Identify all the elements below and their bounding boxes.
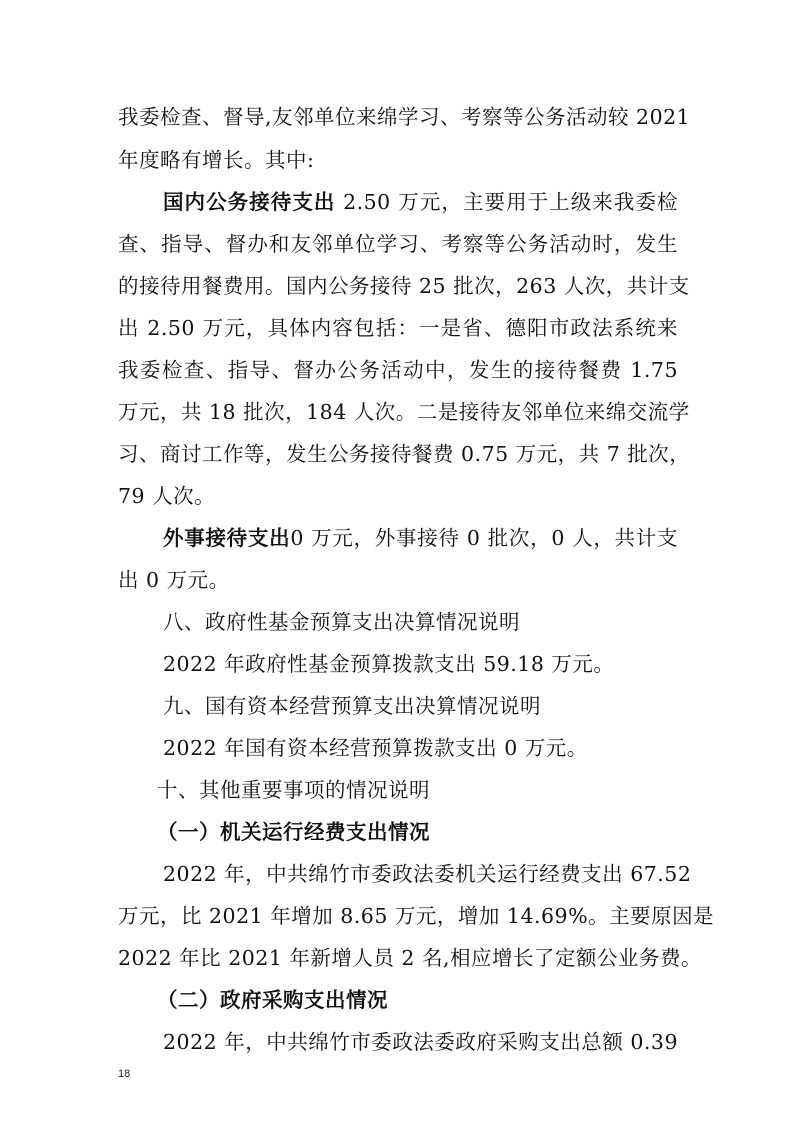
paragraph-line: 查、指导、督办和友邻单位学习、考察等公务活动时，发生 <box>118 232 678 256</box>
page-number: 18 <box>118 1068 131 1080</box>
heading-section-10: 十、其他重要事项的情况说明 <box>157 778 430 802</box>
paragraph-line: 我委检查、指导、督办公务活动中，发生的接待餐费 1.75 <box>118 358 678 382</box>
paragraph-line: 出 2.50 万元，具体内容包括：一是省、德阳市政法系统来 <box>118 316 678 340</box>
bold-label-foreign-reception: 外事接待支出 <box>163 526 291 550</box>
paragraph-line: 79 人次。 <box>118 484 216 508</box>
paragraph-line: 我委检查、督导,友邻单位来绵学习、考察等公务活动较 2021 <box>118 105 691 129</box>
paragraph-line: 出 0 万元。 <box>118 568 230 592</box>
paragraph-text: 0 万元，外事接待 0 批次，0 人，共计支 <box>290 526 678 550</box>
paragraph-line-domestic-reception <box>163 188 678 216</box>
paragraph-line: 2022 年国有资本经营预算拨款支出 0 万元。 <box>163 736 588 760</box>
bold-label-domestic-reception: 国内公务接待支出 <box>163 190 336 214</box>
paragraph-line: 的接待用餐费用。国内公务接待 25 批次，263 人次，共计支 <box>118 274 690 298</box>
paragraph-line: 2022 年，中共绵竹市委政法委政府采购支出总额 0.39 <box>163 1030 678 1054</box>
paragraph-line: 2022 年比 2021 年新增人员 2 名,相应增长了定额公业务费。 <box>118 946 702 970</box>
paragraph-line: 2022 年，中共绵竹市委政法委机关运行经费支出 67.52 <box>163 862 692 886</box>
paragraph-line: 2022 年政府性基金预算拨款支出 59.18 万元。 <box>163 652 615 676</box>
paragraph-line: 万元，比 2021 年增加 8.65 万元，增加 14.69%。主要原因是 <box>118 904 715 928</box>
paragraph-line: 万元，共 18 批次，184 人次。二是接待友邻单位来绵交流学 <box>118 400 690 424</box>
paragraph-line: 年度略有增长。其中: <box>118 148 315 172</box>
heading-section-8: 八、政府性基金预算支出决算情况说明 <box>163 610 520 634</box>
paragraph-line-foreign-reception <box>163 524 678 552</box>
paragraph-text: 2.50 万元，主要用于上级来我委检 <box>343 190 678 214</box>
heading-section-9: 九、国有资本经营预算支出决算情况说明 <box>163 694 541 718</box>
heading-sub-2: （二）政府采购支出情况 <box>157 988 388 1012</box>
paragraph-line: 习、商讨工作等，发生公务接待餐费 0.75 万元，共 7 批次， <box>118 442 691 466</box>
heading-sub-1: （一）机关运行经费支出情况 <box>157 820 430 844</box>
